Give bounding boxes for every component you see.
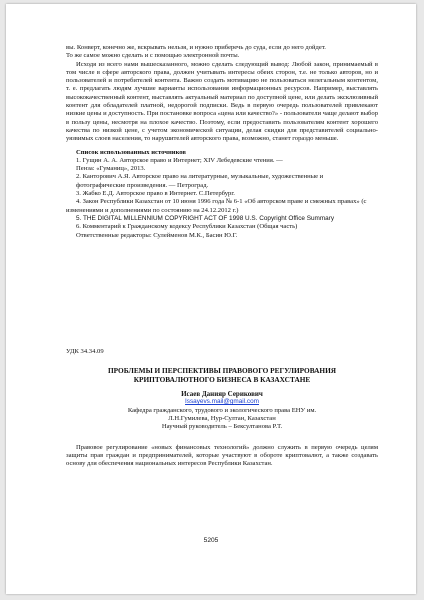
references-title: Список использованных источников (76, 148, 186, 156)
page-number: 5205 (203, 537, 219, 544)
page-content (66, 44, 378, 469)
reference-item: Ответственные редакторы: Сулейменов М.К., Басин Ю.Г. (76, 231, 238, 239)
reference-item: 6. Комментарий к Гражданскому кодексу Республики Казахстан (Общая часть) (76, 223, 298, 231)
reference-item: 2. Канторович А.Я. Авторское право на литературные, музыкальные, художественные и (76, 173, 324, 181)
conclusion-paragraph: Исходя из всего нами вышесказанного, можно сделать следующий вывод: Любой закон, принимаемый в том числе в сфере авторского права, должен учитывать интересы обеих сторон, т.е. не только авторов, но и пользователей и потребителей контента. Важно создать мотивацию не пользоваться нелегальным контентом, т. е. предлагать людям лучшие варианты использования информационных ресурсов. Например, выставлять высококачественный контент, выставлять актуальный материал по доступной цене, или делать эксклюзивный контент для обладателей платной, недорогой подписки. Ведь в первую очередь пользователей привлекают низкие цены и доступность. При постановке вопроса «цена или качество?» - пользователи чаще делают выбор в пользу цены, несмотря на плохое качество. Поэтому, если предоставить пользователям контент хорошего качества по низкой цене, с учетом экономической ситуации, делая скидки для представителей социально-уязвимых слоев населения, то нарушителей авторского права, возможно, станет гораздо меньше. (66, 60, 378, 143)
article-title-line-1: ПРОБЛЕМЫ И ПЕРСПЕКТИВЫ ПРАВОВОГО РЕГУЛИРОВАНИЯ (107, 366, 337, 376)
abstract-paragraph: Правовое регулирование «новых финансовых технологий» должно служить в первую очередь целям защиты прав граждан и предпринимателей, которые участвуют в обороте криптовалют, а также создавать основу для обеспечения национальных интересов Республики Казахстан. (66, 443, 378, 468)
udc-code: УДК 34.34.09 (66, 347, 104, 355)
references-section (66, 149, 378, 240)
article-title (66, 366, 378, 384)
reference-item: фотографические произведения. — Петроград. (76, 181, 209, 189)
reference-item: 3. Жабко Е.Д. Авторское право в Интернет. С.Петербург. (76, 190, 235, 198)
supervisor: Научный руководитель – Бексултанова Р.Т. (161, 423, 283, 431)
reference-item: 5. THE DIGITAL MILLENNIUM COPYRIGHT ACT OF 1998 U.S. Copyright Office Summary (76, 214, 335, 222)
intro-line-1: вы. Конверт, конечно же, вскрывать нельзя, и нужно приберечь до суда, если до него дойдет. (66, 44, 326, 51)
affiliation-line-2: Л.Н.Гумилева, Нур-Султан, Казахстан (168, 415, 276, 423)
reference-item: 4. Закон Республики Казахстан от 10 июня 1996 года № 6-1 «Об авторском праве и смежных правах» (с изменениями и дополнениями по состоянию на 24.12.2012 г.) (66, 198, 367, 214)
article-title-line-2: КРИПТОВАЛЮТНОГО БИЗНЕСА В КАЗАХСТАНЕ (133, 375, 311, 385)
affiliation-line-1: Кафедра гражданского, трудового и экологического права ЕНУ им. (127, 406, 317, 414)
document-page (6, 4, 416, 594)
reference-item: Пенза: «Гуманиц», 2013. (76, 165, 146, 173)
author-email-link[interactable]: Issayevs.mail@gmail.com (185, 398, 259, 406)
intro-line-2: То же самое можно сделать и с помощью электронной почты. (66, 52, 240, 60)
reference-item: 1. Гущин А. А. Авторское право и Интернет; XIV Лебедевские чтения. — (76, 156, 283, 164)
author-name: Исаев Данияр Серикович (181, 390, 263, 399)
